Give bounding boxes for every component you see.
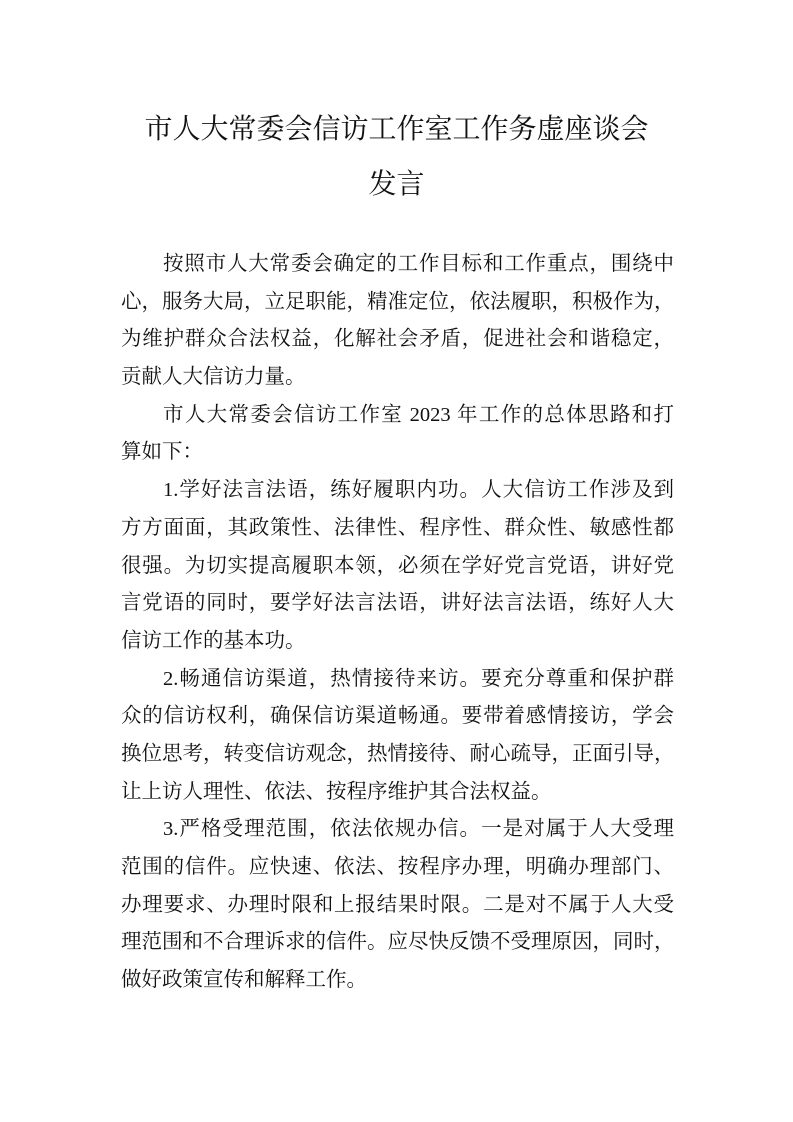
paragraph-line: 范围的信件。应快速、依法、按程序办理，明确办理部门、 <box>121 856 674 878</box>
paragraph-line: 言党语的同时，要学好法言法语，讲好法言法语，练好人大 <box>121 592 674 615</box>
document-title-line-2: 发言 <box>368 169 425 200</box>
document-title-line-1: 市人大常委会信访工作室工作务虚座谈会 <box>144 114 649 145</box>
paragraph <box>121 246 674 397</box>
paragraph-line: 按照市人大常委会确定的工作目标和工作重点，围绕中 <box>163 253 674 275</box>
paragraph <box>121 661 674 812</box>
paragraph-line: 3.严格受理范围，依法依规办信。一是对属于人大受理 <box>163 818 674 841</box>
paragraph <box>121 397 674 472</box>
paragraph-line: 心，服务大局，立足职能，精准定位，依法履职，积极作为， <box>121 290 675 313</box>
paragraph-line: 让上访人理性、依法、按程序维护其合法权益。 <box>121 780 552 803</box>
paragraph-line: 理范围和不合理诉求的信件。应尽快反馈不受理原因，同时， <box>121 931 675 954</box>
paragraph-line: 很强。为切实提高履职本领，必须在学好党言党语，讲好党 <box>121 554 674 577</box>
paragraph-line: 办理要求、办理时限和上报结果时限。二是对不属于人大受 <box>121 893 674 916</box>
document-body <box>121 246 674 1000</box>
paragraph-line: 市人大常委会信访工作室 2023 年工作的总体思路和打 <box>163 403 674 426</box>
paragraph-line: 2.畅通信访渠道，热情接待来访。要充分尊重和保护群 <box>163 667 674 690</box>
paragraph-line: 方方面面，其政策性、法律性、程序性、群众性、敏感性都 <box>121 516 674 539</box>
paragraph-line: 信访工作的基本功。 <box>121 629 306 652</box>
paragraph <box>121 472 674 660</box>
paragraph-line: 换位思考，转变信访观念，热情接待、耐心疏导，正面引导， <box>121 742 675 765</box>
paragraph-line: 众的信访权利，确保信访渠道畅通。要带着感情接访，学会 <box>121 705 674 728</box>
paragraph-line: 1.学好法言法语，练好履职内功。人大信访工作涉及到 <box>163 479 674 502</box>
paragraph-line: 贡献人大信访力量。 <box>121 366 306 389</box>
paragraph-line: 做好政策宣传和解释工作。 <box>121 969 367 992</box>
paragraph-line: 算如下： <box>121 441 203 464</box>
paragraph-line: 为维护群众合法权益，化解社会矛盾，促进社会和谐稳定， <box>121 328 674 351</box>
paragraph <box>121 811 674 999</box>
